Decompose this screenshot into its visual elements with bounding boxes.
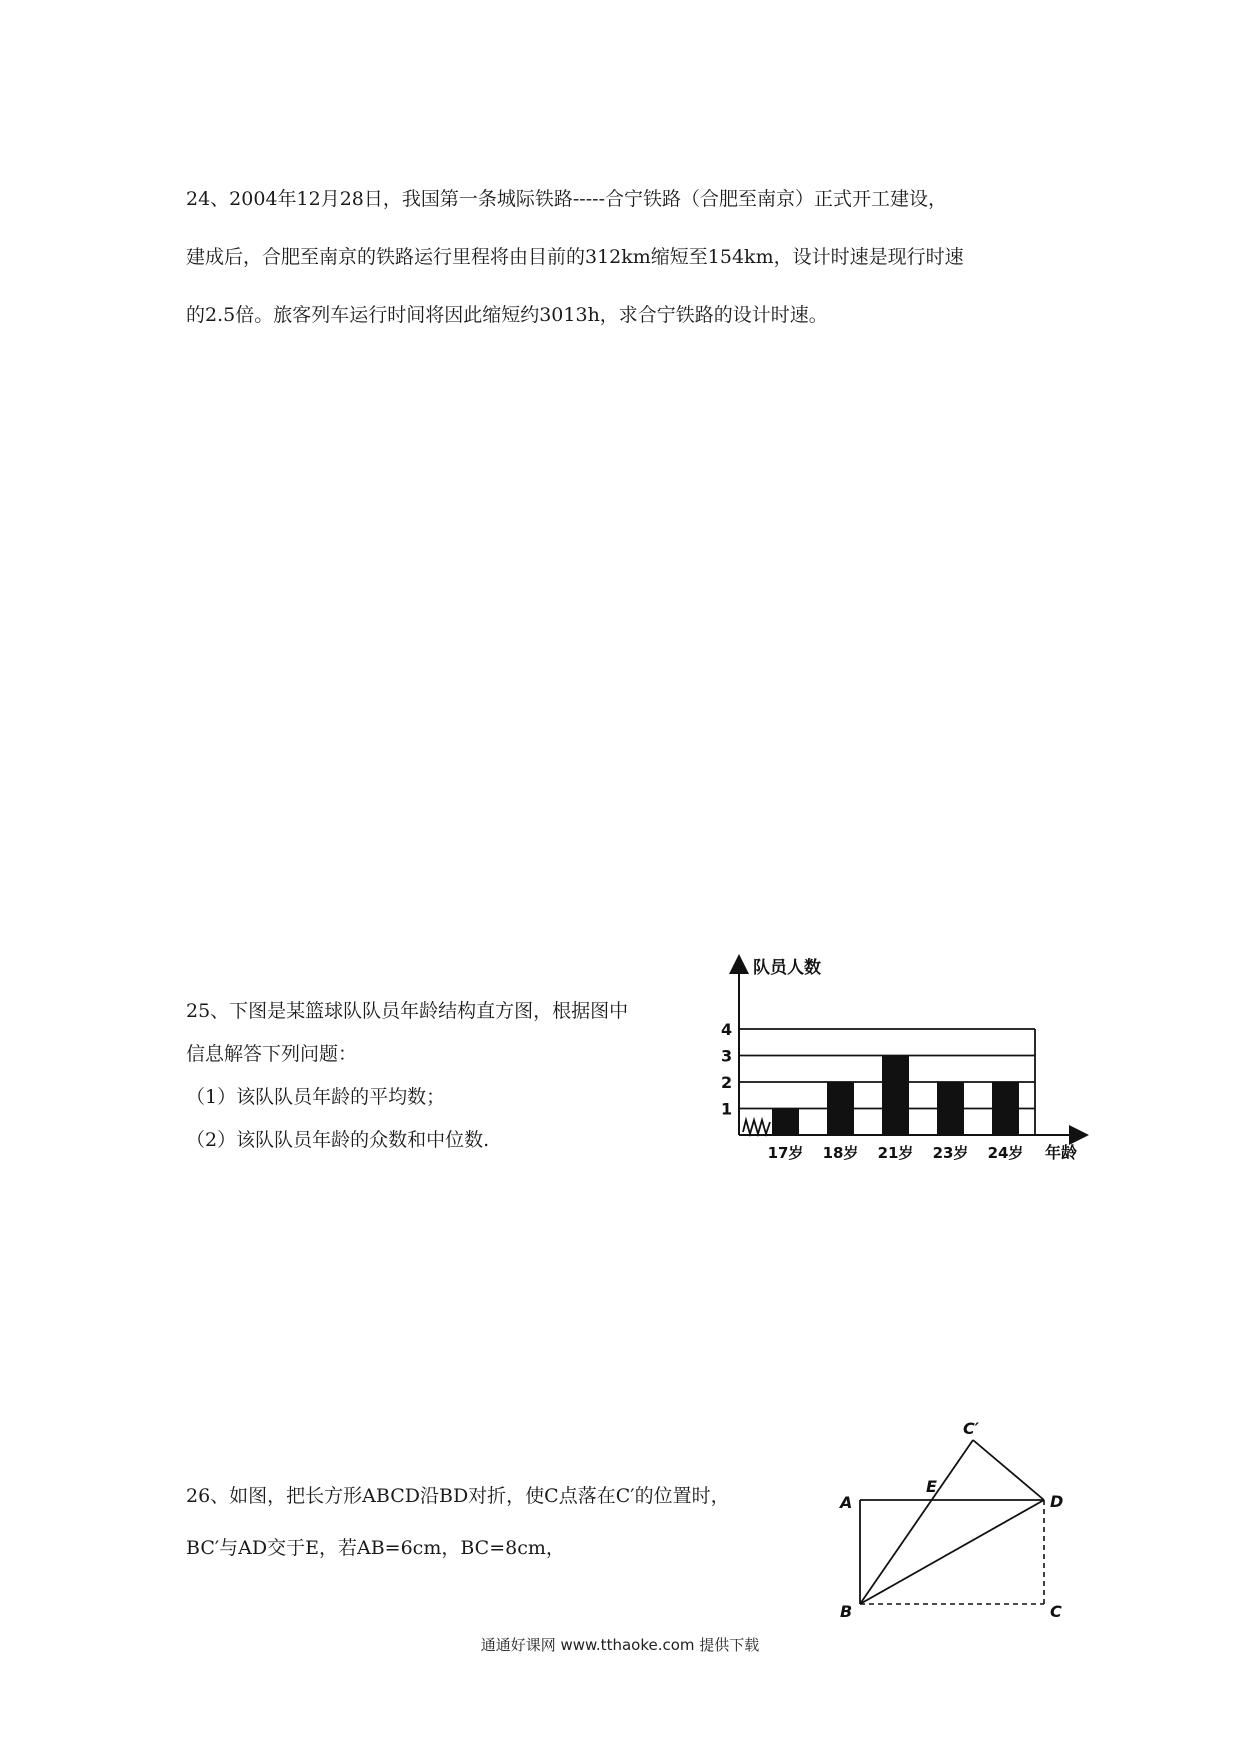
bar [882, 1056, 909, 1136]
bar [992, 1082, 1019, 1135]
x-tick-label: 17岁 [767, 1144, 804, 1162]
label-C: C [1050, 1602, 1062, 1620]
label-B: B [840, 1602, 853, 1620]
label-C-prime: C′ [963, 1420, 979, 1438]
y-tick-labels [721, 1020, 732, 1119]
label-A: A [840, 1493, 853, 1512]
segment-BCprime [860, 1440, 973, 1604]
x-tick-label: 21岁 [877, 1144, 914, 1162]
y-tick-label: 3 [721, 1046, 733, 1066]
q25-line-4: （2）该队队员年龄的众数和中位数. [186, 1129, 490, 1151]
chart-bars [772, 1056, 1019, 1136]
y-axis-label: 队员人数 [753, 958, 821, 978]
y-tick-label: 2 [721, 1073, 733, 1092]
x-tick-labels [768, 1144, 1024, 1162]
x-tick-label: 24岁 [987, 1144, 1024, 1162]
x-axis-label: 年龄 [1045, 1143, 1078, 1162]
q25-line-2: 信息解答下列问题： [186, 1043, 358, 1065]
x-tick-label: 23岁 [932, 1144, 969, 1162]
question-25 [186, 1002, 628, 1174]
segment-BD [860, 1500, 1044, 1604]
fold-rectangle-figure [830, 1420, 1090, 1620]
x-tick-label: 18岁 [822, 1144, 859, 1162]
y-tick-label: 4 [721, 1020, 733, 1039]
y-tick-label: 1 [721, 1099, 733, 1119]
q26-line-2: BC′与AD交于E，若AB=6cm，BC=8cm， [186, 1537, 565, 1559]
page-footer: 通通好课网 www.tthaoke.com 提供下载 [480, 1636, 760, 1654]
bar [827, 1082, 854, 1135]
q25-line-3: （1）该队队员年龄的平均数； [186, 1086, 446, 1108]
q25-line-1: 25、下图是某篮球队队员年龄结构直方图，根据图中 [186, 1000, 629, 1022]
q26-line-1: 26、如图，把长方形ABCD沿BD对折，使C点落在C′的位置时， [186, 1485, 730, 1507]
question-24 [186, 190, 964, 364]
bar [772, 1109, 799, 1136]
bar [937, 1082, 964, 1135]
label-D: D [1050, 1492, 1064, 1511]
question-26 [186, 1487, 730, 1591]
q24-line-3: 的2.5倍。旅客列车运行时间将因此缩短约3013h，求合宁铁路的设计时速。 [186, 304, 828, 326]
axis-break-zigzag [743, 1120, 770, 1134]
label-E: E [926, 1477, 937, 1496]
q24-line-1: 24、2004年12月28日，我国第一条城际铁路-----合宁铁路（合肥至南京）正式开工建设， [186, 188, 947, 210]
segment-CprimeD [973, 1440, 1044, 1500]
q24-line-2: 建成后，合肥至南京的铁路运行里程将由目前的312km缩短至154km，设计时速是现行时速 [186, 246, 964, 268]
age-histogram [700, 950, 1100, 1165]
